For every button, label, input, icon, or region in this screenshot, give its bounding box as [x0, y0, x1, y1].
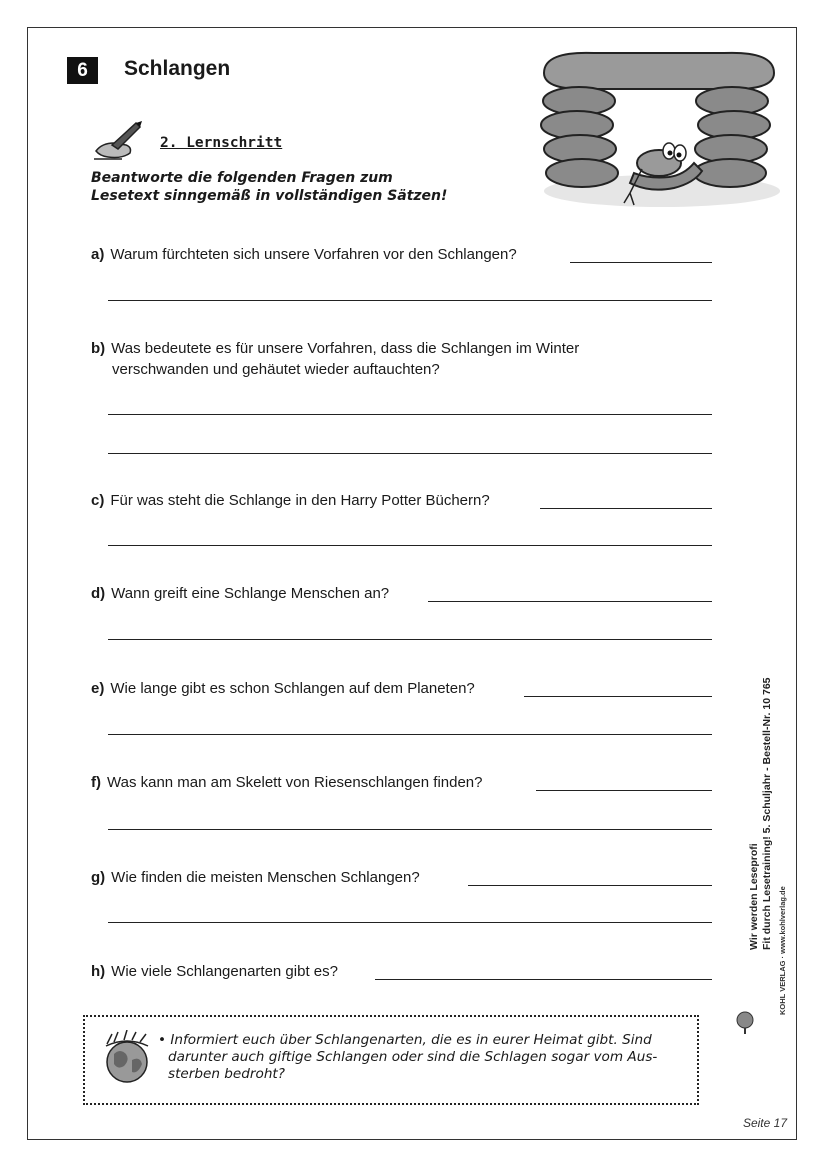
question-text: Was bedeutete es für unsere Vorfahren, dass die Schlangen im Winter [111, 340, 580, 357]
answer-line[interactable] [108, 414, 712, 415]
question-f [91, 772, 483, 793]
globe-icon [102, 1030, 152, 1085]
answer-line[interactable] [375, 979, 712, 980]
question-c [91, 490, 490, 511]
step-title: 2. Lernschritt [160, 135, 283, 151]
answer-line[interactable] [108, 639, 712, 640]
question-letter: d) [91, 585, 106, 602]
question-text: Wie viele Schlangenarten gibt es? [111, 963, 338, 980]
question-letter: h) [91, 963, 106, 980]
answer-line[interactable] [524, 696, 712, 697]
answer-line[interactable] [536, 790, 712, 791]
question-text: Wie lange gibt es schon Schlangen auf dem Planeten? [110, 680, 475, 697]
side-line: Wir werden Leseprofi [748, 843, 760, 950]
instructions [91, 169, 471, 205]
question-letter: b) [91, 340, 106, 357]
question-letter: e) [91, 680, 105, 697]
snake-illustration [534, 43, 789, 218]
question-a [91, 244, 517, 265]
answer-line[interactable] [108, 734, 712, 735]
question-g [91, 867, 420, 888]
answer-line[interactable] [108, 545, 712, 546]
answer-line[interactable] [540, 508, 712, 509]
page-number: Seite 17 [742, 1116, 787, 1130]
answer-line[interactable] [570, 262, 712, 263]
publisher-info: KOHL VERLAG · www.kohlverlag.de [778, 886, 787, 1015]
publisher-logo-icon [733, 962, 773, 1034]
info-line: darunter auch giftige Schlangen oder sind die Schlagen sogar vom Aus- [168, 1049, 658, 1065]
writing-hand-icon [92, 121, 144, 161]
instruction-line: Beantworte die folgenden Fragen zum [91, 170, 393, 186]
question-b [91, 338, 579, 359]
answer-line[interactable] [108, 829, 712, 830]
question-text: Was kann man am Skelett von Riesenschlangen finden? [107, 774, 483, 791]
question-text: Warum fürchteten sich unsere Vorfahren vor den Schlangen? [110, 246, 517, 263]
page-title: Schlangen [124, 57, 231, 80]
side-series-text [748, 678, 774, 951]
question-text: Für was steht die Schlange in den Harry Potter Büchern? [110, 492, 490, 509]
instruction-line: Lesetext sinngemäß in vollständigen Sätzen! [91, 188, 448, 204]
info-line: • Informiert euch über Schlangenarten, die es in eurer Heimat gibt. Sind [158, 1032, 652, 1048]
publisher-url[interactable]: www.kohlverlag.de [778, 886, 787, 954]
answer-line[interactable] [108, 922, 712, 923]
question-text: Wie finden die meisten Menschen Schlangen? [111, 869, 420, 886]
publisher-name: KOHL VERLAG [778, 960, 787, 1015]
question-text: Wann greift eine Schlange Menschen an? [111, 585, 390, 602]
answer-line[interactable] [428, 601, 712, 602]
chapter-number: 6 [67, 57, 98, 84]
side-line: Fit durch Lesetraining! 5. Schuljahr - Bestell-Nr. 10 765 [761, 677, 773, 950]
question-letter: c) [91, 492, 105, 509]
question-d [91, 583, 389, 604]
question-letter: f) [91, 774, 101, 791]
info-text [158, 1032, 678, 1083]
question-b-continued: verschwanden und gehäutet wieder auftauchten? [112, 361, 440, 378]
question-letter: g) [91, 869, 106, 886]
answer-line[interactable] [108, 300, 712, 301]
question-letter: a) [91, 246, 105, 263]
question-h [91, 961, 338, 982]
answer-line[interactable] [468, 885, 712, 886]
question-e [91, 678, 475, 699]
answer-line[interactable] [108, 453, 712, 454]
info-line: sterben bedroht? [168, 1066, 285, 1082]
